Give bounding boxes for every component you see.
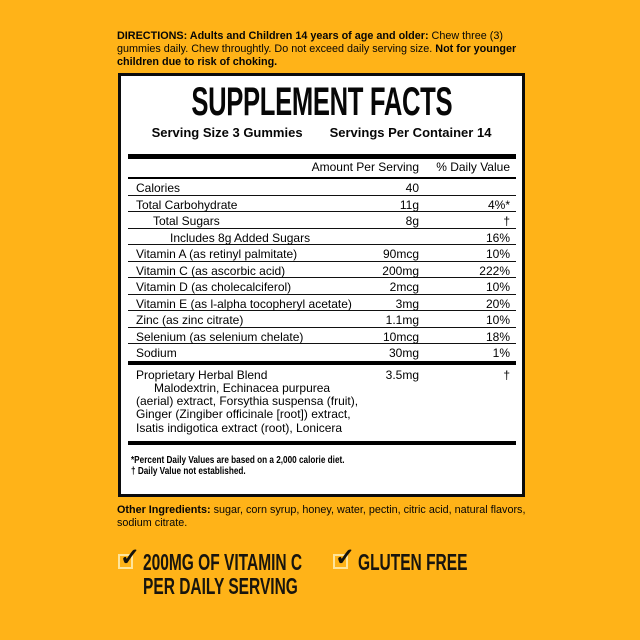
footnotes xyxy=(128,445,516,478)
blend-ingredient-line: Malodextrin, Echinacea purpurea xyxy=(154,380,331,395)
blend-ingredient-line: Isatis indigotica extract (root), Lonicera xyxy=(136,420,343,435)
blend-ingredients xyxy=(128,382,516,436)
nutrient-name: Vitamin C (as ascorbic acid) xyxy=(136,263,286,278)
nutrient-amount: 200mg xyxy=(382,263,419,278)
nutrient-name: Vitamin D (as cholecalciferol) xyxy=(136,280,292,294)
blend-name: Proprietary Herbal Blend xyxy=(136,367,268,382)
nutrient-amount: 30mg xyxy=(388,346,419,360)
table-row xyxy=(128,262,516,279)
directions-lead: DIRECTIONS: Adults and Children 14 years of age and older: xyxy=(117,30,429,42)
blend-amount: 3.5mg xyxy=(385,367,419,382)
table-row xyxy=(128,295,516,312)
table-row xyxy=(128,212,516,229)
facts-table xyxy=(128,154,516,478)
other-ingredients-label: Other Ingredients: xyxy=(117,504,211,516)
proprietary-blend xyxy=(128,365,516,442)
table-row xyxy=(128,229,516,246)
nutrient-dv: 16% xyxy=(485,230,510,245)
footnote-text: *Percent Daily Values are based on a 2,000 calorie diet. xyxy=(131,454,345,467)
table-row xyxy=(128,328,516,345)
nutrient-dv: 20% xyxy=(485,296,510,311)
other-ingredients-body: sugar, corn syrup, honey, water, pectin, citric acid, natural flavors, sodium citrate. xyxy=(117,504,526,529)
blend-ingredient-line: Ginger (Zingiber officinale [root]) extract, xyxy=(136,407,351,422)
feature-line-text: PER DAILY SERVING xyxy=(143,573,298,599)
supplement-facts-panel xyxy=(118,73,525,497)
other-ingredients-text xyxy=(117,504,531,530)
serving-info xyxy=(121,125,522,140)
footnote-daily-value xyxy=(131,450,516,467)
nutrient-amount: 40 xyxy=(405,181,419,195)
nutrient-name: Vitamin A (as retinyl palmitate) xyxy=(136,247,298,261)
nutrient-name: Total Sugars xyxy=(153,214,220,228)
table-row xyxy=(128,245,516,262)
nutrient-amount: 90mcg xyxy=(382,247,419,261)
nutrient-amount: 1.1mg xyxy=(385,313,419,327)
nutrient-name: Calories xyxy=(136,181,181,195)
nutrient-dv: 10% xyxy=(485,280,510,294)
nutrient-name: Includes 8g Added Sugars xyxy=(170,230,311,245)
nutrient-amount: 8g xyxy=(405,214,419,228)
blend-header-row xyxy=(128,368,516,382)
nutrient-dv: 10% xyxy=(485,247,510,261)
panel-title-wrap xyxy=(121,80,522,124)
table-row xyxy=(128,344,516,361)
nutrient-amount: 11g xyxy=(399,197,419,212)
table-row xyxy=(128,311,516,328)
nutrient-name: Sodium xyxy=(136,346,177,360)
nutrient-dv: † xyxy=(503,214,510,228)
panel-title: SUPPLEMENT FACTS xyxy=(191,80,452,124)
nutrient-dv: 4%* xyxy=(487,197,510,212)
nutrient-name: Vitamin E (as l-alpha tocopheryl acetate) xyxy=(136,296,352,311)
blend-dv: † xyxy=(503,367,510,382)
table-row xyxy=(128,196,516,213)
nutrient-dv: 18% xyxy=(485,329,510,344)
column-header-daily-value: % Daily Value xyxy=(436,160,510,174)
checkbox-icon xyxy=(333,544,356,571)
feature-gluten-free xyxy=(333,544,524,599)
directions-text xyxy=(117,30,527,69)
feature-callouts xyxy=(118,544,524,599)
feature-line xyxy=(358,549,524,575)
nutrient-name: Total Carbohydrate xyxy=(136,197,238,212)
nutrient-dv: 1% xyxy=(492,346,510,360)
directions-body: Chew three (3) gummies daily. Chew throughtly. Do not exceed daily serving size. xyxy=(117,30,503,55)
feature-line-text: 200MG OF VITAMIN C xyxy=(143,549,303,575)
nutrient-dv: 10% xyxy=(485,313,510,327)
servings-per-container: Servings Per Container 14 xyxy=(329,125,492,140)
directions-warning: Not for younger children due to risk of choking. xyxy=(117,43,517,68)
column-header-amount: Amount Per Serving xyxy=(311,160,419,174)
feature-text xyxy=(358,551,524,575)
checkmark-icon: ✓ xyxy=(335,544,356,571)
feature-vitamin-c xyxy=(118,544,333,599)
serving-size: Serving Size 3 Gummies xyxy=(151,125,303,140)
table-row xyxy=(128,179,516,196)
table-row xyxy=(128,278,516,295)
nutrient-amount: 2mcg xyxy=(389,280,419,294)
nutrient-name: Zinc (as zinc citrate) xyxy=(136,313,244,327)
nutrient-name: Selenium (as selenium chelate) xyxy=(136,329,304,344)
footnote-text: † Daily Value not established. xyxy=(131,465,246,478)
feature-line-text: GLUTEN FREE xyxy=(358,549,468,575)
nutrient-amount: 3mg xyxy=(395,296,419,311)
blend-ingredient-line: (aerial) extract, Forsythia suspensa (fruit), xyxy=(136,393,359,408)
nutrient-dv: 222% xyxy=(479,263,510,278)
table-header-row xyxy=(128,159,516,179)
checkmark-icon: ✓ xyxy=(120,544,141,571)
nutrient-amount: 10mcg xyxy=(382,329,419,344)
checkbox-icon xyxy=(118,544,141,571)
